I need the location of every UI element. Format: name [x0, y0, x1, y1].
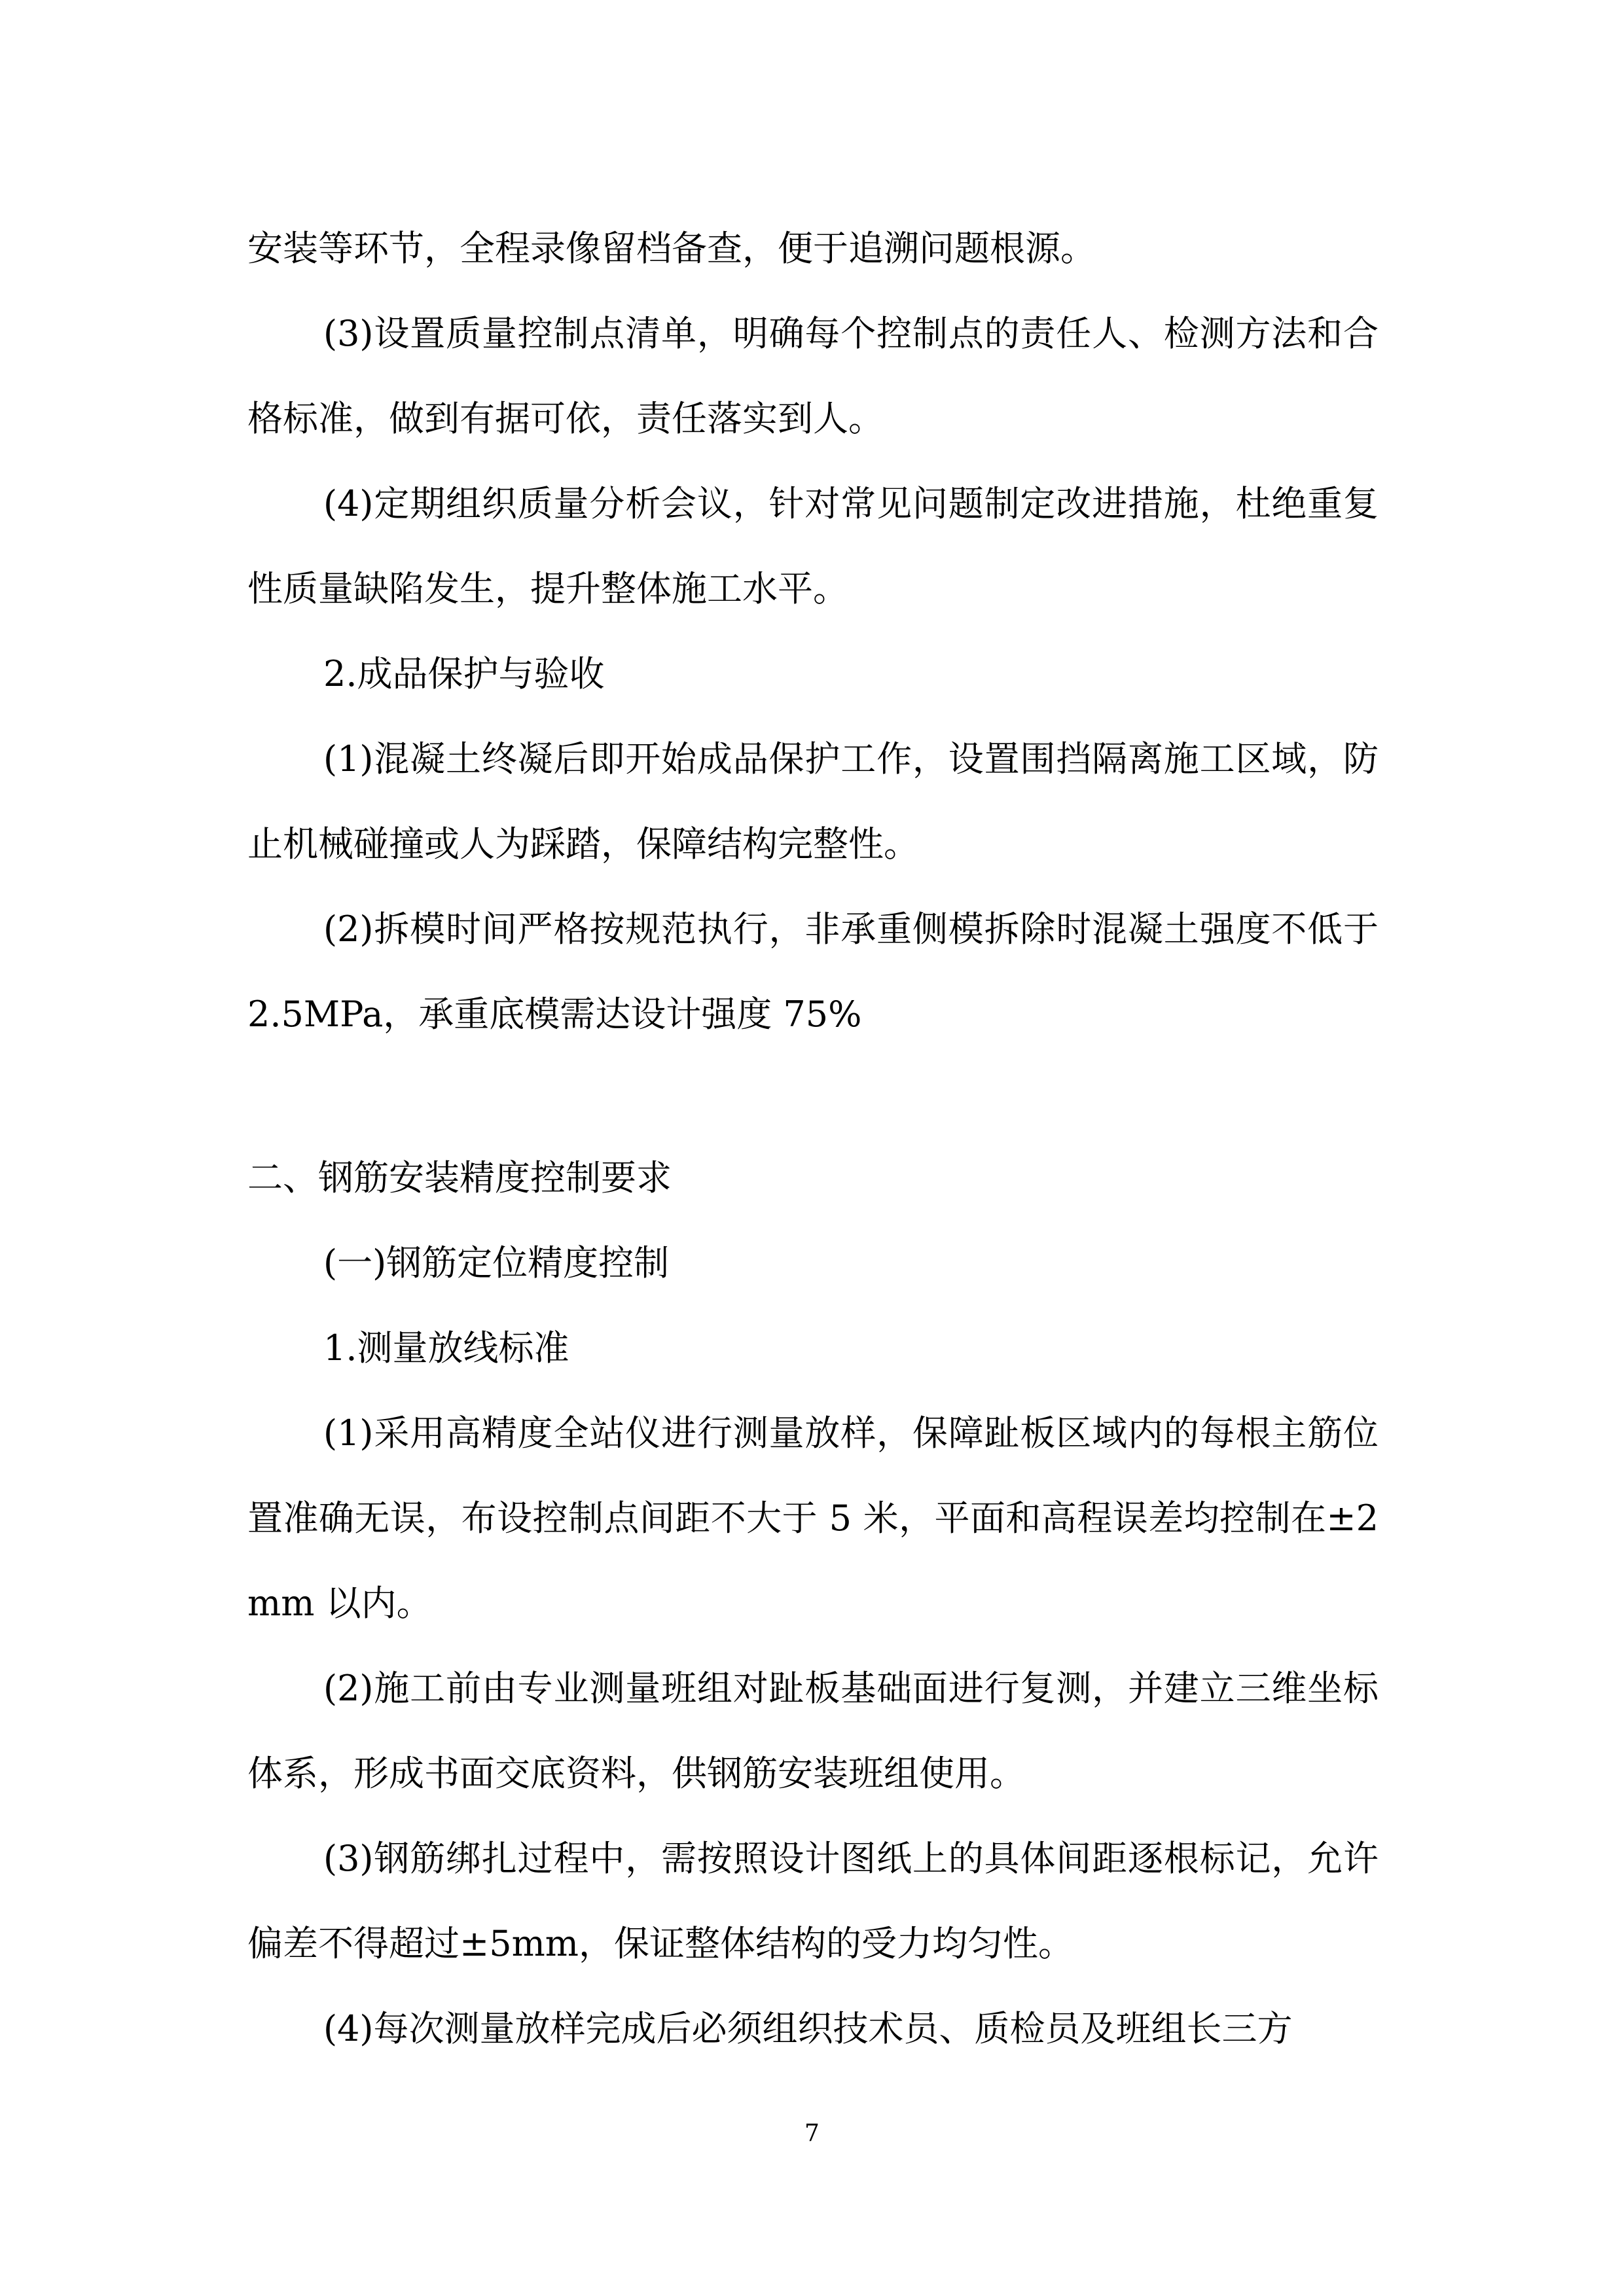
- paragraph-5: (1)混凝土终凝后即开始成品保护工作，设置围挡隔离施工区域，防止机械碰撞或人为踩踏，保障结构完整性。: [247, 738, 1379, 865]
- paragraph-6: (2)拆模时间严格按规范执行，非承重侧模拆除时混凝土强度不低于 2.5MPa，承重底模需达设计强度 75%: [247, 908, 1379, 1035]
- subsection-heading-positioning: (一)钢筋定位精度控制: [323, 1242, 670, 1283]
- document-body: [247, 206, 1379, 2072]
- subheading-finished-protection: 2.成品保护与验收: [323, 653, 605, 694]
- paragraph-3: (4)定期组织质量分析会议，针对常见问题制定改进措施，杜绝重复性质量缺陷发生，提升整体施工水平。: [247, 483, 1379, 609]
- paragraph-11: (2)施工前由专业测量班组对趾板基础面进行复测，并建立三维坐标体系，形成书面交底资料，供钢筋安装班组使用。: [247, 1668, 1379, 1794]
- paragraph-2: (3)设置质量控制点清单，明确每个控制点的责任人、检测方法和合格标准，做到有据可依，责任落实到人。: [247, 313, 1379, 439]
- paragraph-13: (4)每次测量放样完成后必须组织技术员、质检员及班组长三方: [323, 2008, 1293, 2049]
- section-heading-rebar: 二、钢筋安装精度控制要求: [247, 1157, 672, 1198]
- paragraph-1: 安装等环节，全程录像留档备查，便于追溯问题根源。: [247, 228, 1096, 269]
- paragraph-12: (3)钢筋绑扎过程中，需按照设计图纸上的具体间距逐根标记，允许偏差不得超过±5mm，保证整体结构的受力均匀性。: [247, 1838, 1379, 1964]
- page-number: 7: [804, 2120, 820, 2147]
- paragraph-10: (1)采用高精度全站仪进行测量放样，保障趾板区域内的每根主筋位置准确无误，布设控制点间距不大于 5 米，平面和高程误差均控制在±2mm 以内。: [247, 1412, 1379, 1624]
- subheading-survey-standard: 1.测量放线标准: [323, 1327, 569, 1369]
